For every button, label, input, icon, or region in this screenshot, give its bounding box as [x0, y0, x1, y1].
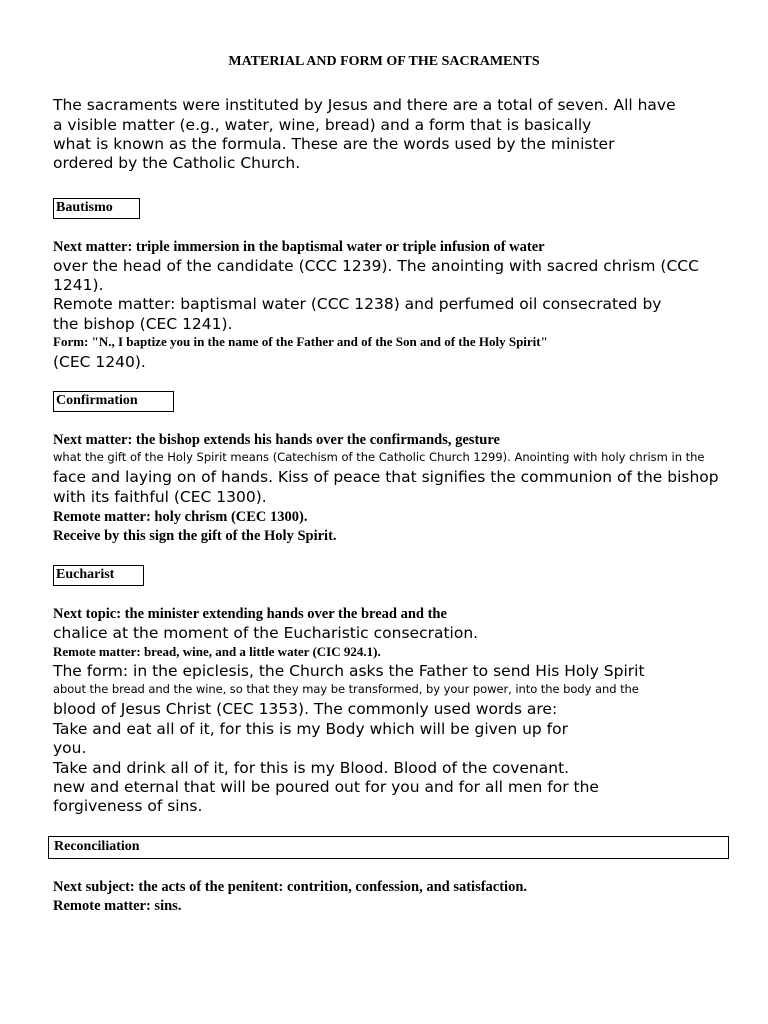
- confirmation-line: Remote matter: holy chrism (CEC 1300).: [53, 509, 308, 525]
- eucharist-line: you.: [53, 739, 87, 757]
- section-heading-baptism: Bautismo: [53, 198, 140, 219]
- baptism-line: 1241).: [53, 276, 104, 294]
- intro-line: a visible matter (e.g., water, wine, bread) and a form that is basically: [53, 116, 592, 134]
- baptism-line: Form: "N., I baptize you in the name of the Father and of the Son and of the Holy Spirit": [53, 334, 548, 349]
- reconciliation-line: Remote matter: sins.: [53, 898, 182, 914]
- section-heading-reconciliation: Reconciliation: [48, 836, 729, 859]
- eucharist-line: blood of Jesus Christ (CEC 1353). The commonly used words are:: [53, 700, 558, 718]
- section-heading-confirmation: Confirmation: [53, 391, 174, 412]
- baptism-line: the bishop (CEC 1241).: [53, 315, 233, 333]
- confirmation-line: what the gift of the Holy Spirit means (Catechism of the Catholic Church 1299). Anointing with holy chrism in the: [53, 450, 705, 464]
- intro-line: ordered by the Catholic Church.: [53, 154, 301, 172]
- confirmation-line: Next matter: the bishop extends his hands over the confirmands, gesture: [53, 432, 500, 448]
- reconciliation-line: Next subject: the acts of the penitent: contrition, confession, and satisfaction.: [53, 879, 528, 895]
- confirmation-line: face and laying on of hands. Kiss of peace that signifies the communion of the bishop: [53, 468, 719, 486]
- page-title: MATERIAL AND FORM OF THE SACRAMENTS: [228, 54, 540, 69]
- eucharist-line: new and eternal that will be poured out for you and for all men for the: [53, 778, 599, 796]
- eucharist-line: forgiveness of sins.: [53, 797, 203, 815]
- section-heading-eucharist: Eucharist: [53, 565, 144, 586]
- eucharist-line: about the bread and the wine, so that they may be transformed, by your power, into the body and the: [53, 682, 639, 696]
- eucharist-line: Take and drink all of it, for this is my Blood. Blood of the covenant.: [53, 759, 570, 777]
- intro-line: The sacraments were instituted by Jesus and there are a total of seven. All have: [53, 96, 676, 114]
- baptism-line: Next matter: triple immersion in the baptismal water or triple infusion of water: [53, 239, 545, 255]
- baptism-line: (CEC 1240).: [53, 353, 146, 371]
- confirmation-line: with its faithful (CEC 1300).: [53, 488, 267, 506]
- baptism-line: over the head of the candidate (CCC 1239). The anointing with sacred chrism (CCC: [53, 257, 699, 275]
- eucharist-line: The form: in the epiclesis, the Church asks the Father to send His Holy Spirit: [53, 662, 645, 680]
- intro-line: what is known as the formula. These are the words used by the minister: [53, 135, 615, 153]
- eucharist-line: Next topic: the minister extending hands over the bread and the: [53, 606, 447, 622]
- confirmation-line: Receive by this sign the gift of the Holy Spirit.: [53, 528, 337, 544]
- baptism-line: Remote matter: baptismal water (CCC 1238) and perfumed oil consecrated by: [53, 295, 662, 313]
- eucharist-line: Remote matter: bread, wine, and a little water (CIC 924.1).: [53, 644, 381, 659]
- eucharist-line: chalice at the moment of the Eucharistic consecration.: [53, 624, 479, 642]
- eucharist-line: Take and eat all of it, for this is my Body which will be given up for: [53, 720, 568, 738]
